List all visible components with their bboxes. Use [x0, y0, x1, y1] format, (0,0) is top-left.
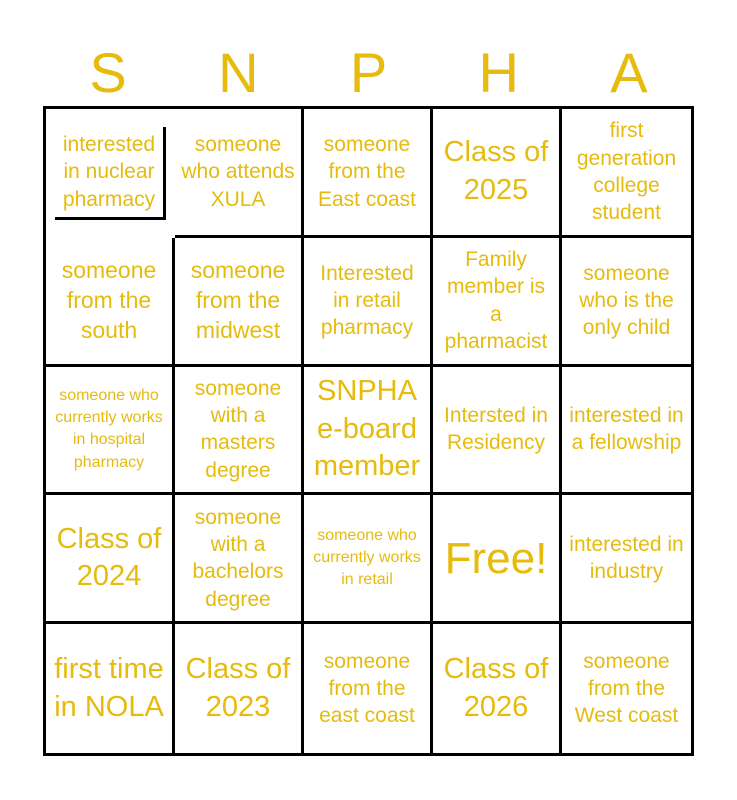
bingo-cell[interactable]: someone from the West coast [574, 649, 679, 728]
bingo-cell[interactable]: first time in NOLA [46, 624, 175, 753]
header-letter-a: A [610, 41, 648, 104]
bingo-grid [43, 106, 694, 756]
header-letter-h: H [478, 41, 519, 104]
bingo-cell[interactable]: interested in industry [562, 495, 691, 624]
bingo-free-cell[interactable]: Free! [433, 495, 562, 624]
bingo-cell[interactable]: first generation college student [562, 109, 691, 238]
bingo-cell[interactable]: someone with a bachelors degree [175, 495, 304, 624]
bingo-cell[interactable]: someone who is the only child [562, 238, 691, 367]
bingo-cell[interactable]: someone from the east coast [304, 624, 433, 753]
header-letter-p: P [349, 41, 388, 104]
bingo-cell[interactable]: Class of 2024 [46, 495, 175, 624]
bingo-cell[interactable]: someone from the midwest [175, 238, 304, 367]
bingo-cell[interactable]: someone from the East coast [304, 109, 433, 238]
bingo-cell[interactable]: Class of 2023 [175, 624, 304, 753]
bingo-cell[interactable]: Class of 2025 [433, 109, 562, 238]
bingo-cell[interactable]: interested in nuclear pharmacy [55, 127, 166, 220]
bingo-header [43, 40, 694, 104]
bingo-cell[interactable]: someone who currently works in retail [304, 495, 433, 624]
bingo-cell[interactable]: someone who attends XULA [175, 109, 304, 238]
bingo-cell[interactable]: Intersted in Residency [433, 367, 562, 496]
bingo-cell[interactable]: Interested in retail pharmacy [304, 238, 433, 367]
bingo-cell[interactable]: interested in a fellowship [562, 367, 691, 496]
bingo-cell[interactable]: someone from the south [46, 238, 175, 367]
header-letter-n: N [218, 41, 259, 104]
bingo-cell[interactable]: Family member is a pharmacist [433, 238, 562, 367]
bingo-cell[interactable]: someone with a masters degree [175, 367, 304, 496]
bingo-cell[interactable]: SNPHA e-board member [304, 367, 433, 496]
bingo-cell[interactable]: Class of 2026 [433, 624, 562, 753]
bingo-cell[interactable]: someone who currently works in hospital pharmacy [46, 367, 175, 496]
header-letter-s: S [89, 41, 127, 104]
